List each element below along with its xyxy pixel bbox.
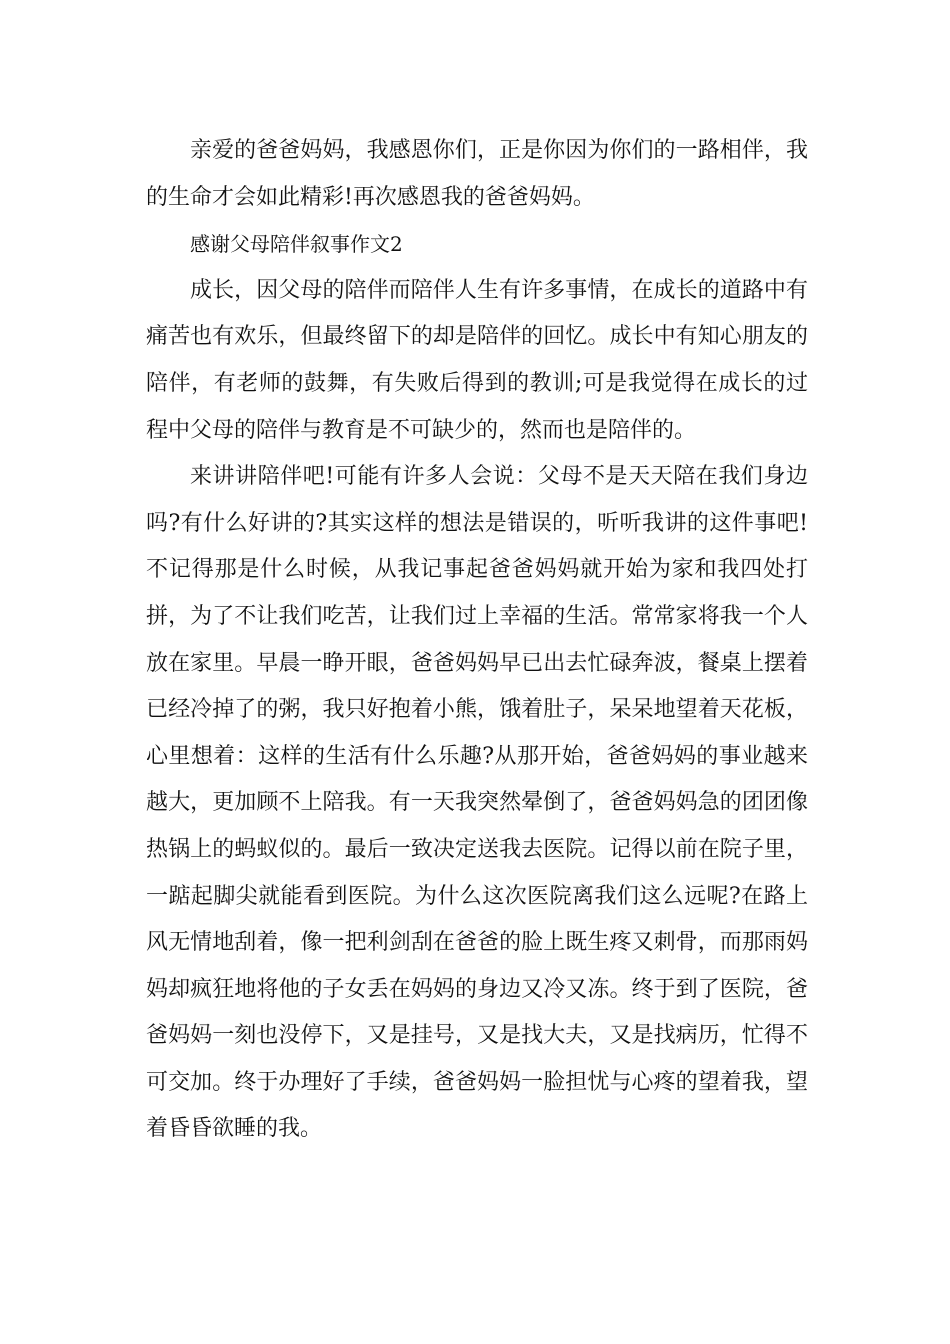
paragraph-closing: 亲爱的爸爸妈妈，我感恩你们，正是你因为你们的一路相伴，我的生命才会如此精彩!再次感恩我的爸爸妈妈。 xyxy=(146,138,808,210)
paragraph-story: 来讲讲陪伴吧!可能有许多人会说：父母不是天天陪在我们身边吗?有什么好讲的?其实这样的想法是错误的，听听我讲的这件事吧!不记得那是什么时候，从我记事起爸爸妈妈就开始为家和我四处打拼，为了不让我们吃苦，让我们过上幸福的生活。常常家将我一个人放在家里。早晨一睁开眼，爸爸妈妈早已出去忙碌奔波，餐桌上摆着已经冷掉了的粥，我只好抱着小熊，饿着肚子，呆呆地望着天花板，心里想着：这样的生活有什么乐趣?从那开始，爸爸妈妈的事业越来越大，更加顾不上陪我。有一天我突然晕倒了，爸爸妈妈急的团团像热锅上的蚂蚁似的。最后一致决定送我去医院。记得以前在院子里，一踮起脚尖就能看到医院。为什么这次医院离我们这么远呢?在路上风无情地刮着，像一把利剑刮在爸爸的脸上既生疼又刺骨，而那雨妈妈却疯狂地将他的子女丢在妈妈的身边又冷又冻。终于到了医院，爸爸妈妈一刻也没停下，又是挂号，又是找大夫，又是找病历，忙得不可交加。终于办理好了手续，爸爸妈妈一脸担忧与心疼的望着我，望着昏昏欲睡的我。 xyxy=(146,464,808,1142)
section-title: 感谢父母陪伴叙事作文2 xyxy=(190,232,403,257)
paragraph-growth: 成长，因父母的陪伴而陪伴人生有许多事情，在成长的道路中有痛苦也有欢乐，但最终留下的却是陪伴的回忆。成长中有知心朋友的陪伴，有老师的鼓舞，有失败后得到的教训;可是我觉得在成长的过程中父母的陪伴与教育是不可缺少的，然而也是陪伴的。 xyxy=(146,277,808,443)
document-page xyxy=(146,128,808,1153)
